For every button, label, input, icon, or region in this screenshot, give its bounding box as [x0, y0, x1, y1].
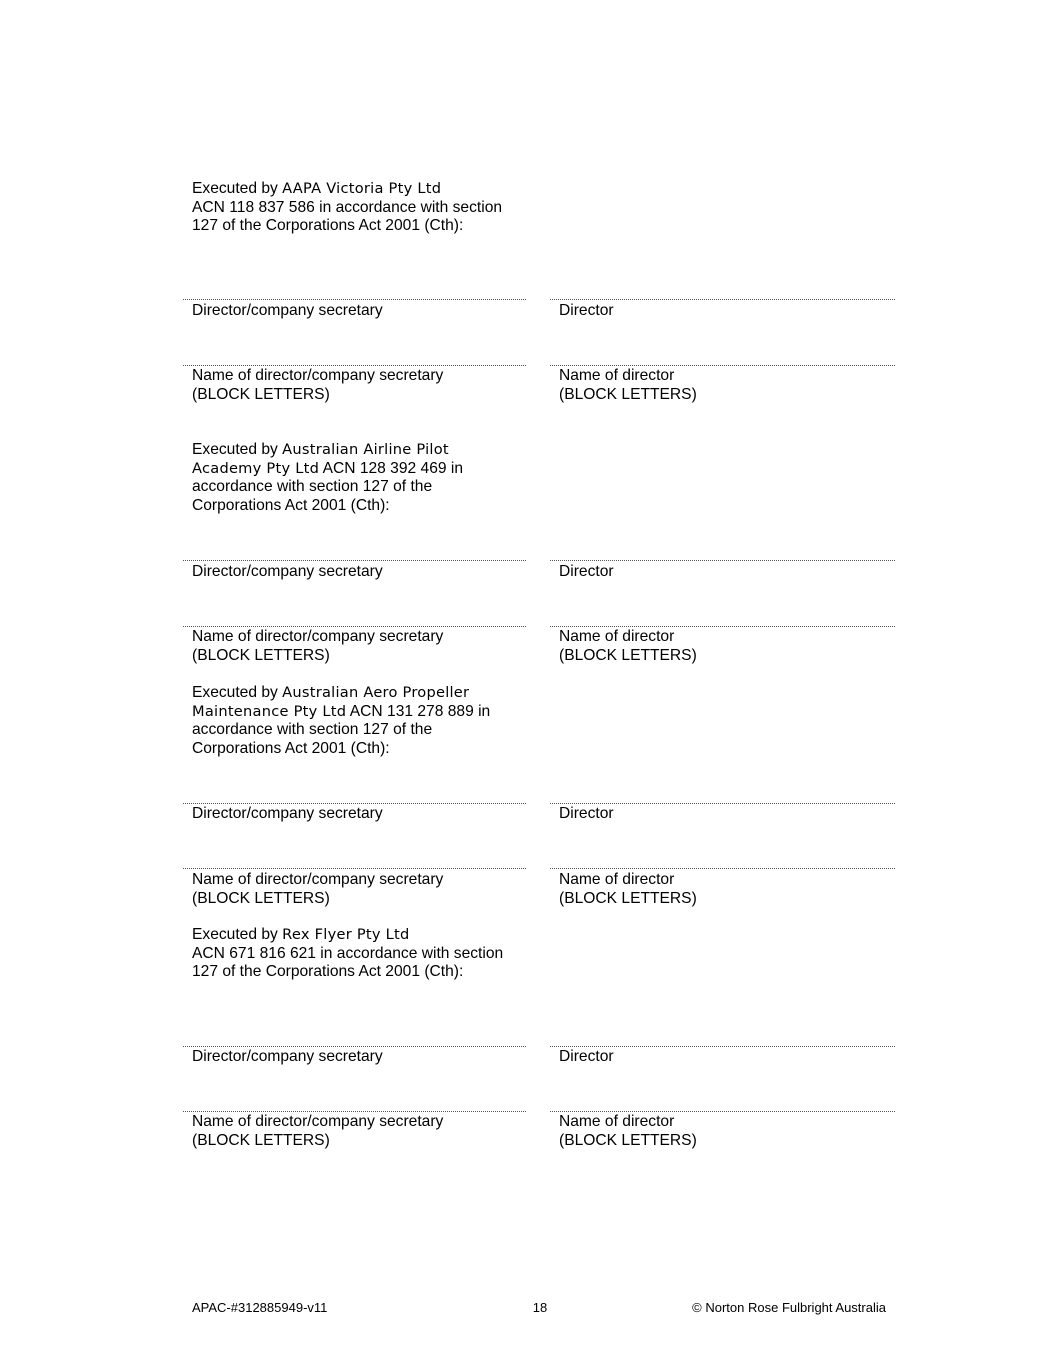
execution-clause-4	[192, 926, 512, 982]
signature-line-director	[550, 803, 895, 804]
name-line-director	[550, 1111, 895, 1112]
name-line-director-secretary	[183, 365, 526, 366]
name-line-director-secretary	[183, 626, 526, 627]
name-director-label: Name of director (BLOCK LETTERS)	[559, 871, 697, 907]
signature-line-director-secretary	[183, 803, 526, 804]
director-secretary-label: Director/company secretary	[192, 302, 383, 319]
director-label: Director	[559, 805, 614, 822]
signature-line-director-secretary	[183, 1046, 526, 1047]
execution-clause-3	[192, 684, 512, 758]
name-director-label: Name of director (BLOCK LETTERS)	[559, 628, 697, 664]
execution-text: ACN 671 816 621 in accordance with section 127 of the Corporations Act 2001 (Cth):	[192, 944, 504, 981]
execution-clause-1	[192, 180, 512, 236]
execution-prefix: Executed by	[192, 180, 283, 197]
name-director-secretary-label: Name of director/company secretary (BLOCK LETTERS)	[192, 628, 444, 664]
footer-copyright: © Norton Rose Fulbright Australia	[692, 1300, 886, 1315]
name-director-label: Name of director (BLOCK LETTERS)	[559, 367, 697, 403]
name-director-secretary-label: Name of director/company secretary (BLOCK LETTERS)	[192, 871, 444, 907]
company-name: AAPA Victoria Pty Ltd	[282, 180, 442, 197]
name-line-director	[550, 365, 895, 366]
execution-clause-2	[192, 441, 512, 515]
execution-prefix: Executed by	[192, 926, 283, 943]
execution-text: ACN 128 392 469 in accordance with section 127 of the Corporations Act 2001 (Cth):	[192, 459, 464, 514]
director-label: Director	[559, 302, 614, 319]
footer-page-number: 18	[532, 1300, 548, 1315]
signature-line-director-secretary	[183, 560, 526, 561]
director-secretary-label: Director/company secretary	[192, 563, 383, 580]
company-name: Australian Aero Propeller Maintenance Pty Ltd	[192, 684, 470, 720]
signature-line-director	[550, 299, 895, 300]
name-director-secretary-label: Name of director/company secretary (BLOCK LETTERS)	[192, 367, 444, 403]
name-line-director-secretary	[183, 868, 526, 869]
name-line-director-secretary	[183, 1111, 526, 1112]
execution-prefix: Executed by	[192, 441, 283, 458]
footer-document-id: APAC-#312885949-v11	[192, 1300, 328, 1315]
execution-text: ACN 118 837 586 in accordance with section 127 of the Corporations Act 2001 (Cth):	[192, 198, 503, 235]
name-director-label: Name of director (BLOCK LETTERS)	[559, 1113, 697, 1149]
name-line-director	[550, 626, 895, 627]
signature-line-director	[550, 560, 895, 561]
signature-line-director-secretary	[183, 299, 526, 300]
company-name: Australian Airline Pilot Academy Pty Ltd	[192, 441, 449, 477]
director-secretary-label: Director/company secretary	[192, 1048, 383, 1065]
name-director-secretary-label: Name of director/company secretary (BLOCK LETTERS)	[192, 1113, 444, 1149]
director-label: Director	[559, 563, 614, 580]
execution-prefix: Executed by	[192, 684, 283, 701]
director-label: Director	[559, 1048, 614, 1065]
signature-line-director	[550, 1046, 895, 1047]
execution-text: ACN 131 278 889 in accordance with section 127 of the Corporations Act 2001 (Cth):	[192, 702, 491, 757]
director-secretary-label: Director/company secretary	[192, 805, 383, 822]
name-line-director	[550, 868, 895, 869]
company-name: Rex Flyer Pty Ltd	[282, 926, 410, 943]
